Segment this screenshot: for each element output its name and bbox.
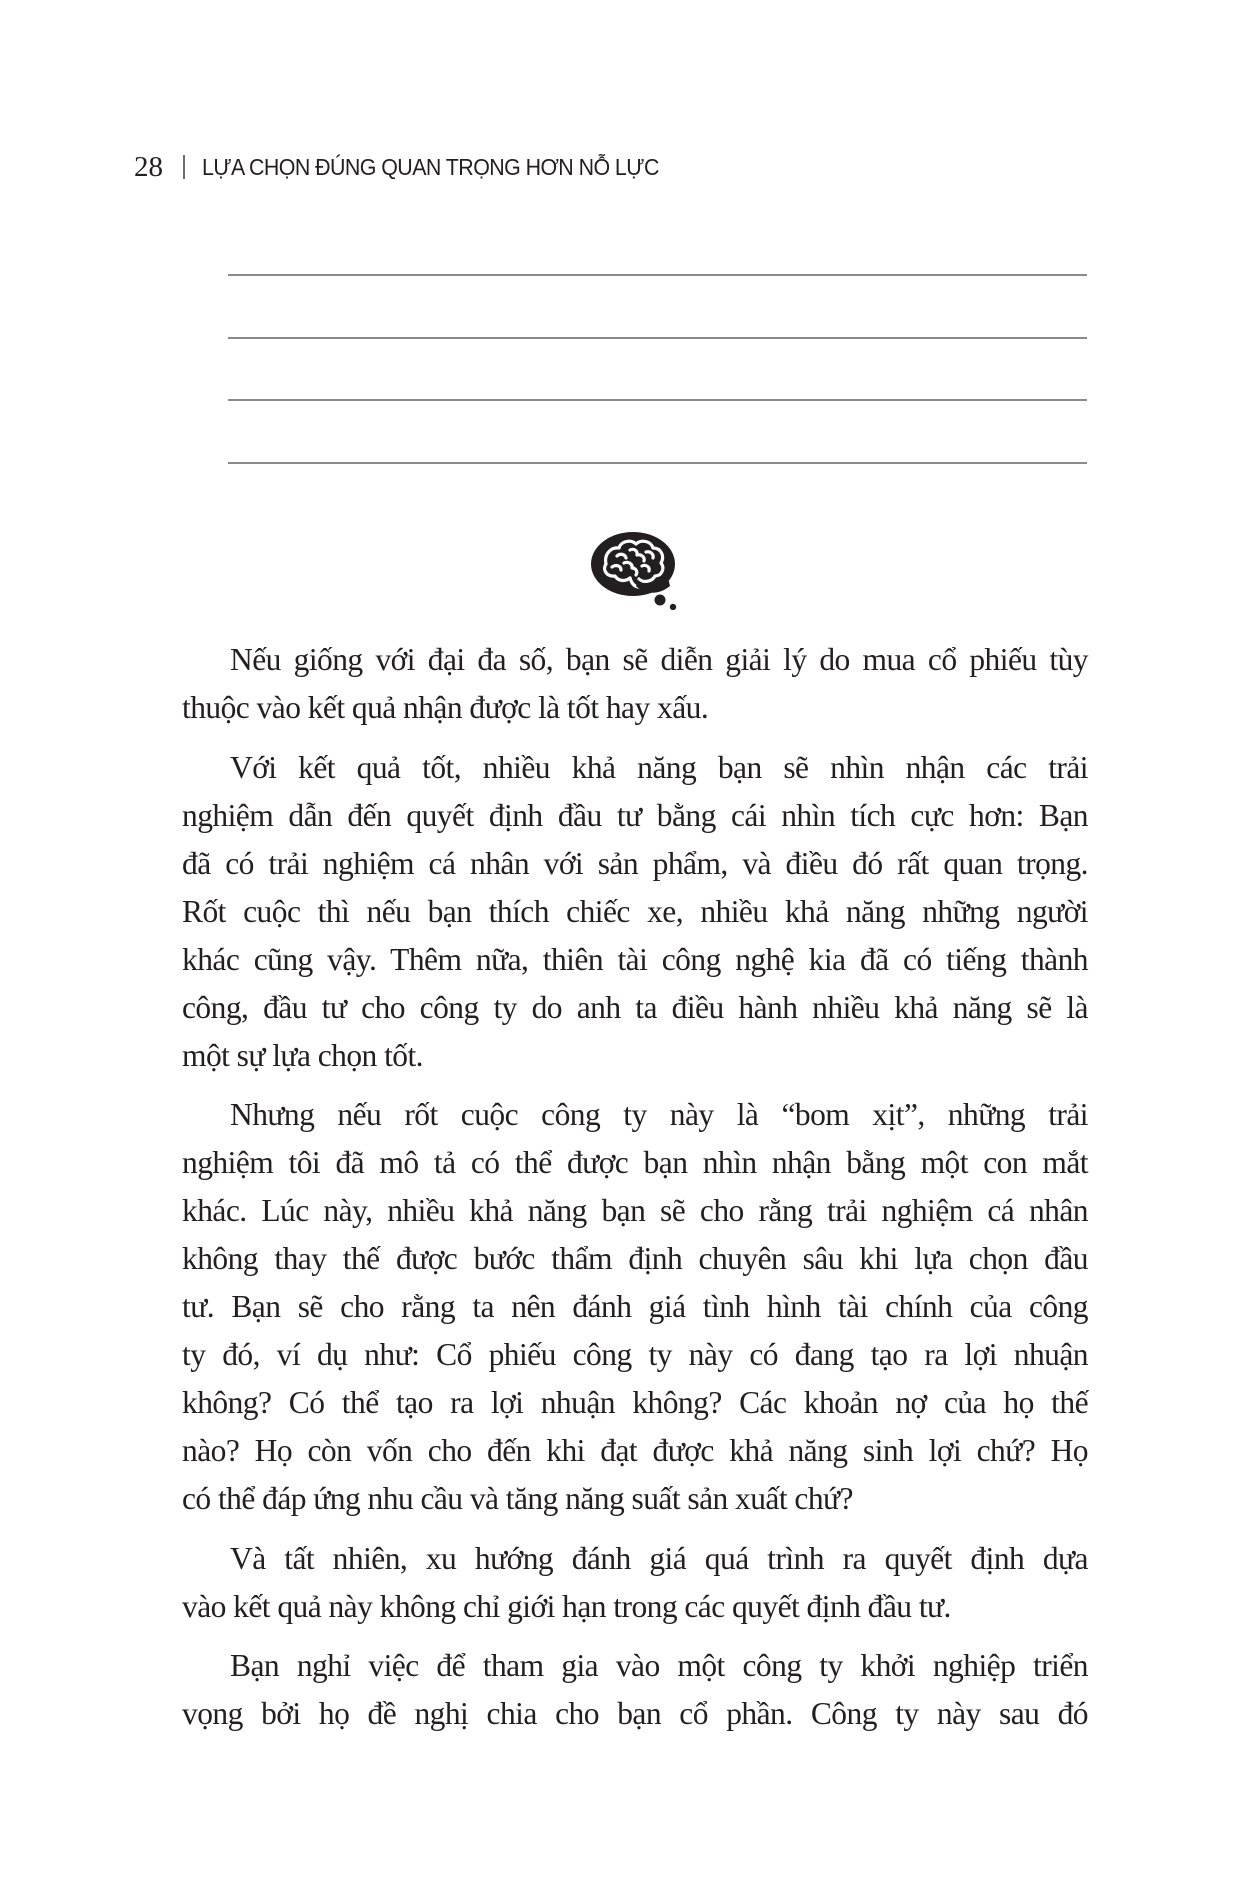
text-line: đã có trải nghiệm cá nhân với sản phẩm, và điều đó rất quan trọng. — [182, 845, 1088, 881]
paragraph — [182, 744, 1088, 1080]
text-line: nghiệm tôi đã mô tả có thể được bạn nhìn nhận bằng một con mắt — [182, 1145, 1088, 1180]
text-line: vọng bởi họ đề nghị chia cho bạn cổ phần. Công ty này sau đó — [182, 1696, 1088, 1731]
text-line: vào kết quả này không chỉ giới hạn trong các quyết định đầu tư. — [182, 1588, 951, 1624]
body-text — [182, 636, 1088, 1750]
paragraph — [182, 1091, 1088, 1523]
paragraph — [182, 1642, 1088, 1738]
text-line: không thay thế được bước thẩm định chuyên sâu khi lựa chọn đầu — [182, 1241, 1088, 1276]
writing-line — [228, 462, 1087, 464]
text-line: Rốt cuộc thì nếu bạn thích chiếc xe, nhiều khả năng những người — [182, 893, 1088, 929]
text-line: tư. Bạn sẽ cho rằng ta nên đánh giá tình hình tài chính của công — [182, 1289, 1088, 1324]
text-line: không? Có thể tạo ra lợi nhuận không? Các khoản nợ của họ thế — [182, 1385, 1088, 1420]
text-line: ty đó, ví dụ như: Cổ phiếu công ty này có đang tạo ra lợi nhuận — [182, 1337, 1088, 1372]
text-line: khác cũng vậy. Thêm nữa, thiên tài công nghệ kia đã có tiếng thành — [182, 941, 1088, 977]
text-line: nghiệm dẫn đến quyết định đầu tư bằng cái nhìn tích cực hơn: Bạn — [182, 797, 1088, 833]
chapter-title: LỰA CHỌN ĐÚNG QUAN TRỌNG HƠN NỖ LỰC — [201, 153, 659, 180]
text-line: Nếu giống với đại đa số, bạn sẽ diễn giải lý do mua cổ phiếu tùy — [230, 642, 1088, 677]
text-line: thuộc vào kết quả nhận được là tốt hay xấu. — [182, 690, 709, 725]
text-line: khác. Lúc này, nhiều khả năng bạn sẽ cho rằng trải nghiệm cá nhân — [182, 1193, 1088, 1228]
writing-line — [228, 274, 1087, 276]
text-line: một sự lựa chọn tốt. — [182, 1037, 424, 1073]
header-divider — [183, 155, 185, 179]
brain-thought-bubble-icon — [590, 530, 682, 610]
paragraph — [182, 1535, 1088, 1631]
blank-writing-lines — [228, 274, 1087, 524]
text-line: nào? Họ còn vốn cho đến khi đạt được khả năng sinh lợi chứ? Họ — [182, 1433, 1088, 1468]
running-head — [134, 150, 693, 184]
page-number: 28 — [134, 150, 163, 183]
paragraph — [182, 636, 1088, 732]
text-line: có thể đáp ứng nhu cầu và tăng năng suất sản xuất chứ? — [182, 1481, 853, 1516]
writing-line — [228, 337, 1087, 339]
text-line: Với kết quả tốt, nhiều khả năng bạn sẽ nhìn nhận các trải — [230, 749, 1088, 785]
writing-line — [228, 399, 1087, 401]
text-line: Bạn nghỉ việc để tham gia vào một công ty khởi nghiệp triển — [230, 1648, 1088, 1683]
text-line: Nhưng nếu rốt cuộc công ty này là “bom xịt”, những trải — [230, 1097, 1088, 1132]
text-line: công, đầu tư cho công ty do anh ta điều hành nhiều khả năng sẽ là — [182, 989, 1088, 1025]
text-line: Và tất nhiên, xu hướng đánh giá quá trình ra quyết định dựa — [230, 1540, 1088, 1576]
